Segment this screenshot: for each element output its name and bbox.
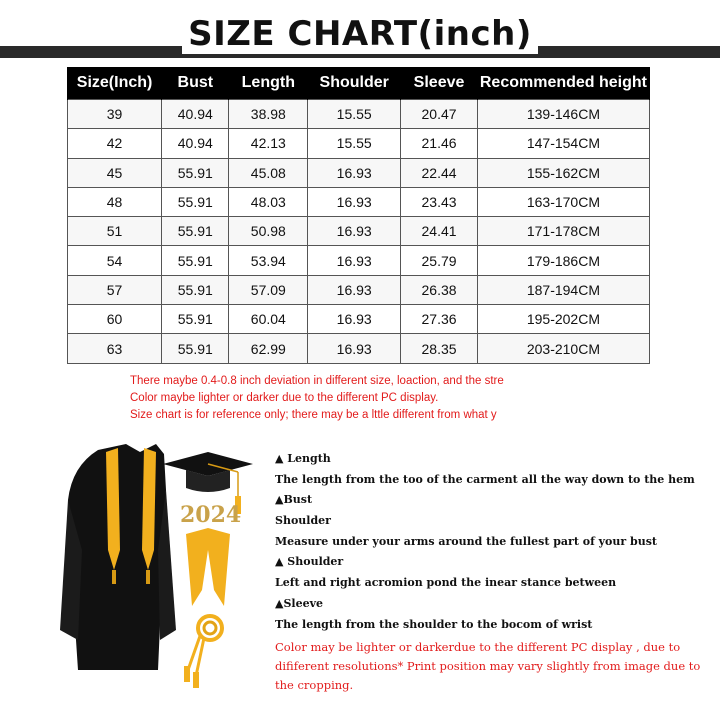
table-cell: 42 — [68, 129, 162, 158]
table-cell: 24.41 — [401, 217, 478, 246]
table-cell: 16.93 — [308, 334, 401, 363]
graduation-gown-image — [58, 430, 263, 695]
table-cell: 179-186CM — [477, 246, 649, 275]
table-cell: 55.91 — [162, 217, 229, 246]
table-cell: 55.91 — [162, 246, 229, 275]
table-cell: 39 — [68, 100, 162, 129]
table-row — [68, 246, 650, 275]
table-cell: 48 — [68, 187, 162, 216]
table-cell: 26.38 — [401, 275, 478, 304]
definition-line: ▲Bust — [275, 493, 313, 507]
table-cell: 163-170CM — [477, 187, 649, 216]
table-cell: 54 — [68, 246, 162, 275]
table-cell: 38.98 — [229, 100, 308, 129]
definition-line: Shoulder — [275, 514, 331, 528]
table-row — [68, 275, 650, 304]
table-cell: 16.93 — [308, 246, 401, 275]
table-row — [68, 100, 650, 129]
table-row — [68, 217, 650, 246]
definition-line: ▲ Length — [275, 452, 331, 465]
note-line: Size chart is for reference only; there may be a lttle different from what y — [130, 409, 497, 421]
table-cell: 57 — [68, 275, 162, 304]
table-cell: 60 — [68, 305, 162, 334]
table-cell: 60.04 — [229, 305, 308, 334]
table-cell: 16.93 — [308, 187, 401, 216]
table-row — [68, 158, 650, 187]
definition-line: The length from the too of the carment all the way down to the hem — [275, 472, 695, 486]
table-cell: 187-194CM — [477, 275, 649, 304]
table-cell: 16.93 — [308, 305, 401, 334]
page-title: SIZE CHART(inch) — [0, 14, 720, 54]
table-cell: 22.44 — [401, 158, 478, 187]
table-cell: 51 — [68, 217, 162, 246]
table-cell: 16.93 — [308, 275, 401, 304]
table-cell: 40.94 — [162, 100, 229, 129]
table-cell: 50.98 — [229, 217, 308, 246]
table-cell: 55.91 — [162, 158, 229, 187]
size-table — [67, 67, 650, 364]
table-cell: 139-146CM — [477, 100, 649, 129]
table-cell: 16.93 — [308, 217, 401, 246]
table-header-row — [68, 67, 650, 100]
table-cell: 147-154CM — [477, 129, 649, 158]
table-cell: 20.47 — [401, 100, 478, 129]
measurement-definitions — [275, 449, 715, 635]
definition-line: Measure under your arms around the fullest part of your bust — [275, 534, 657, 548]
table-cell: 55.91 — [162, 305, 229, 334]
table-cell: 63 — [68, 334, 162, 363]
table-cell: 45 — [68, 158, 162, 187]
table-cell: 45.08 — [229, 158, 308, 187]
table-cell: 171-178CM — [477, 217, 649, 246]
table-cell: 57.09 — [229, 275, 308, 304]
svg-text:2024: 2024 — [180, 502, 242, 528]
table-cell: 42.13 — [229, 129, 308, 158]
table-row — [68, 305, 650, 334]
color-disclaimer: Color may be lighter or darkerdue to the different PC display , due to dififerent resolutions* Print position may vary slightly from image due to the cropping. — [275, 640, 701, 692]
table-cell: 53.94 — [229, 246, 308, 275]
table-cell: 15.55 — [308, 100, 401, 129]
table-cell: 62.99 — [229, 334, 308, 363]
table-cell: 28.35 — [401, 334, 478, 363]
table-cell: 48.03 — [229, 187, 308, 216]
table-cell: 55.91 — [162, 334, 229, 363]
definition-line: ▲ Shoulder — [275, 555, 344, 569]
deviation-notes — [130, 373, 530, 424]
definition-line: Left and right acromion pond the inear stance between — [275, 576, 617, 590]
table-cell: 55.91 — [162, 275, 229, 304]
table-row — [68, 129, 650, 158]
table-row — [68, 187, 650, 216]
table-cell: 40.94 — [162, 129, 229, 158]
definition-line: ▲Sleeve — [275, 596, 323, 610]
note-line: There maybe 0.4-0.8 inch deviation in different size, loaction, and the stre — [130, 375, 504, 387]
column-header: Recommended height — [477, 67, 649, 100]
note-line: Color maybe lighter or darker due to the different PC display. — [130, 392, 439, 404]
table-cell: 25.79 — [401, 246, 478, 275]
column-header: Sleeve — [401, 67, 478, 100]
table-cell: 195-202CM — [477, 305, 649, 334]
table-cell: 27.36 — [401, 305, 478, 334]
table-cell: 55.91 — [162, 187, 229, 216]
column-header: Shoulder — [308, 67, 401, 100]
table-cell: 203-210CM — [477, 334, 649, 363]
table-cell: 16.93 — [308, 158, 401, 187]
table-cell: 155-162CM — [477, 158, 649, 187]
table-row — [68, 334, 650, 363]
table-cell: 15.55 — [308, 129, 401, 158]
product-illustration — [58, 430, 263, 695]
column-header: Length — [229, 67, 308, 100]
definition-line: The length from the shoulder to the bocom of wrist — [275, 617, 593, 631]
column-header: Size(Inch) — [68, 67, 162, 100]
table-cell: 21.46 — [401, 129, 478, 158]
column-header: Bust — [162, 67, 229, 100]
table-cell: 23.43 — [401, 187, 478, 216]
